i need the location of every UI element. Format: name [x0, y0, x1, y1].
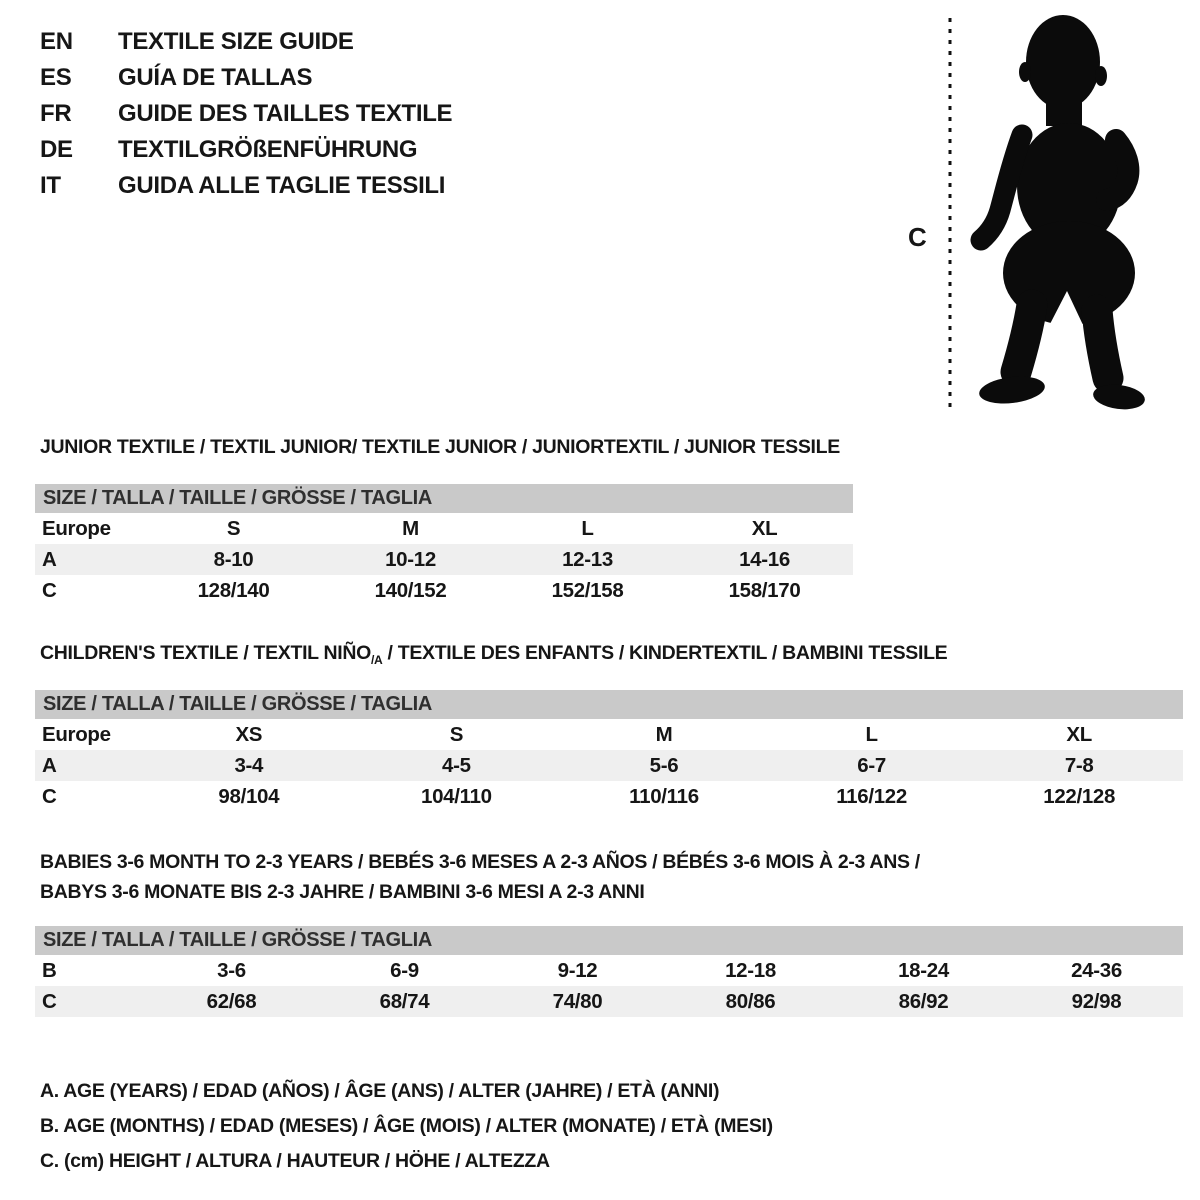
children-title-post: / TEXTILE DES ENFANTS / KINDERTEXTIL / BAMBINI TESSILE — [382, 642, 948, 664]
height-cell: 110/116 — [629, 784, 699, 808]
age-cell: 5-6 — [649, 753, 679, 777]
language-title: GUÍA DE TALLAS — [118, 64, 313, 91]
row-label: Europe — [42, 722, 111, 746]
language-row-de — [40, 132, 452, 168]
legend-line-c: C. (cm) HEIGHT / ALTURA / HAUTEUR / HÖHE / ALTEZZA — [40, 1150, 550, 1172]
junior-section-title: JUNIOR TEXTILE / TEXTIL JUNIOR/ TEXTILE JUNIOR / JUNIORTEXTIL / JUNIOR TESSILE — [40, 436, 840, 458]
children-title-sub: /A — [370, 652, 383, 667]
height-cell: 122/128 — [1043, 784, 1116, 808]
table-row-age-years — [35, 750, 1183, 781]
age-cell: 12-13 — [562, 547, 613, 571]
language-code: EN — [40, 28, 73, 55]
measure-legend — [40, 1074, 773, 1179]
table-row-height-cm — [35, 986, 1183, 1017]
row-label: C — [42, 989, 57, 1013]
age-cell: 7-8 — [1064, 753, 1094, 777]
size-header-bar: SIZE / TALLA / TAILLE / GRÖSSE / TAGLIA — [35, 484, 853, 513]
row-label: B — [42, 958, 57, 982]
height-measure-label: C — [908, 222, 927, 252]
age-cell: 24-36 — [1071, 958, 1122, 982]
age-cell: 6-9 — [390, 958, 419, 982]
children-title-pre: CHILDREN'S TEXTILE / TEXTIL NIÑO — [40, 642, 371, 664]
row-label: Europe — [42, 516, 111, 540]
table-row-europe — [35, 719, 1183, 750]
height-cell: 92/98 — [1071, 989, 1122, 1013]
row-label: C — [42, 784, 57, 808]
table-row-height-cm — [35, 575, 853, 606]
height-cell: 140/152 — [374, 578, 447, 602]
row-label: C — [42, 578, 57, 602]
babies-size-table — [35, 926, 1183, 1017]
language-row-it — [40, 168, 452, 204]
height-cell: 158/170 — [728, 578, 801, 602]
height-cell: 128/140 — [197, 578, 270, 602]
height-cell: 98/104 — [218, 784, 280, 808]
legend-line-a: A. AGE (YEARS) / EDAD (AÑOS) / ÂGE (ANS) / ALTER (JAHRE) / ETÀ (ANNI) — [40, 1080, 720, 1102]
children-section-title — [40, 642, 947, 672]
age-cell: 3-6 — [217, 958, 246, 982]
language-code: IT — [40, 172, 61, 199]
toddler-body — [978, 15, 1147, 412]
language-title-list — [40, 24, 452, 204]
language-row-es — [40, 60, 452, 96]
toddler-silhouette-icon — [900, 10, 1160, 422]
children-size-table — [35, 690, 1183, 812]
height-cell: 80/86 — [725, 989, 776, 1013]
size-cell: S — [226, 516, 241, 540]
age-cell: 12-18 — [725, 958, 776, 982]
size-cell: M — [655, 722, 673, 746]
table-row-age-months — [35, 955, 1183, 986]
table-row-height-cm — [35, 781, 1183, 812]
age-cell: 3-4 — [234, 753, 264, 777]
legend-line-b: B. AGE (MONTHS) / EDAD (MESES) / ÂGE (MOIS) / ALTER (MONATE) / ETÀ (MESI) — [40, 1115, 773, 1137]
age-cell: 14-16 — [739, 547, 790, 571]
age-cell: 4-5 — [442, 753, 471, 777]
language-title: GUIDE DES TAILLES TEXTILE — [118, 100, 453, 127]
language-title: TEXTILE SIZE GUIDE — [118, 28, 354, 55]
height-cell: 74/80 — [552, 989, 603, 1013]
size-header-bar: SIZE / TALLA / TAILLE / GRÖSSE / TAGLIA — [35, 690, 1183, 719]
height-cell: 62/68 — [206, 989, 257, 1013]
height-cell: 152/158 — [551, 578, 624, 602]
row-label: A — [42, 753, 57, 777]
row-label: A — [42, 547, 57, 571]
size-cell: L — [865, 722, 878, 746]
size-cell: S — [449, 722, 464, 746]
language-title: TEXTILGRÖßENFÜHRUNG — [118, 136, 418, 163]
age-cell: 6-7 — [857, 753, 886, 777]
size-cell: XS — [235, 722, 263, 746]
language-row-fr — [40, 96, 452, 132]
height-figure — [900, 10, 1160, 422]
height-cell: 104/110 — [421, 784, 492, 808]
language-code: DE — [40, 136, 73, 163]
age-cell: 9-12 — [557, 958, 598, 982]
language-title: GUIDA ALLE TAGLIE TESSILI — [118, 172, 446, 199]
size-cell: M — [402, 516, 419, 540]
language-row-en — [40, 24, 452, 60]
height-cell: 86/92 — [898, 989, 949, 1013]
table-row-age-years — [35, 544, 853, 575]
babies-title-line2: BABYS 3-6 MONATE BIS 2-3 JAHRE / BAMBINI 3-6 MESI A 2-3 ANNI — [40, 881, 645, 903]
size-cell: XL — [751, 516, 778, 540]
height-cell: 116/122 — [836, 784, 907, 808]
language-code: FR — [40, 100, 72, 127]
language-code: ES — [40, 64, 72, 91]
age-cell: 18-24 — [898, 958, 949, 982]
junior-size-table — [35, 484, 853, 606]
size-cell: L — [581, 516, 594, 540]
age-cell: 8-10 — [213, 547, 254, 571]
babies-section-title — [40, 847, 920, 907]
age-cell: 10-12 — [385, 547, 436, 571]
size-header-bar: SIZE / TALLA / TAILLE / GRÖSSE / TAGLIA — [35, 926, 1183, 955]
table-row-europe — [35, 513, 853, 544]
size-cell: XL — [1066, 722, 1092, 746]
babies-title-line1: BABIES 3-6 MONTH TO 2-3 YEARS / BEBÉS 3-6 MESES A 2-3 AÑOS / BÉBÉS 3-6 MOIS À 2-3 ANS / — [40, 851, 920, 873]
height-cell: 68/74 — [379, 989, 430, 1013]
